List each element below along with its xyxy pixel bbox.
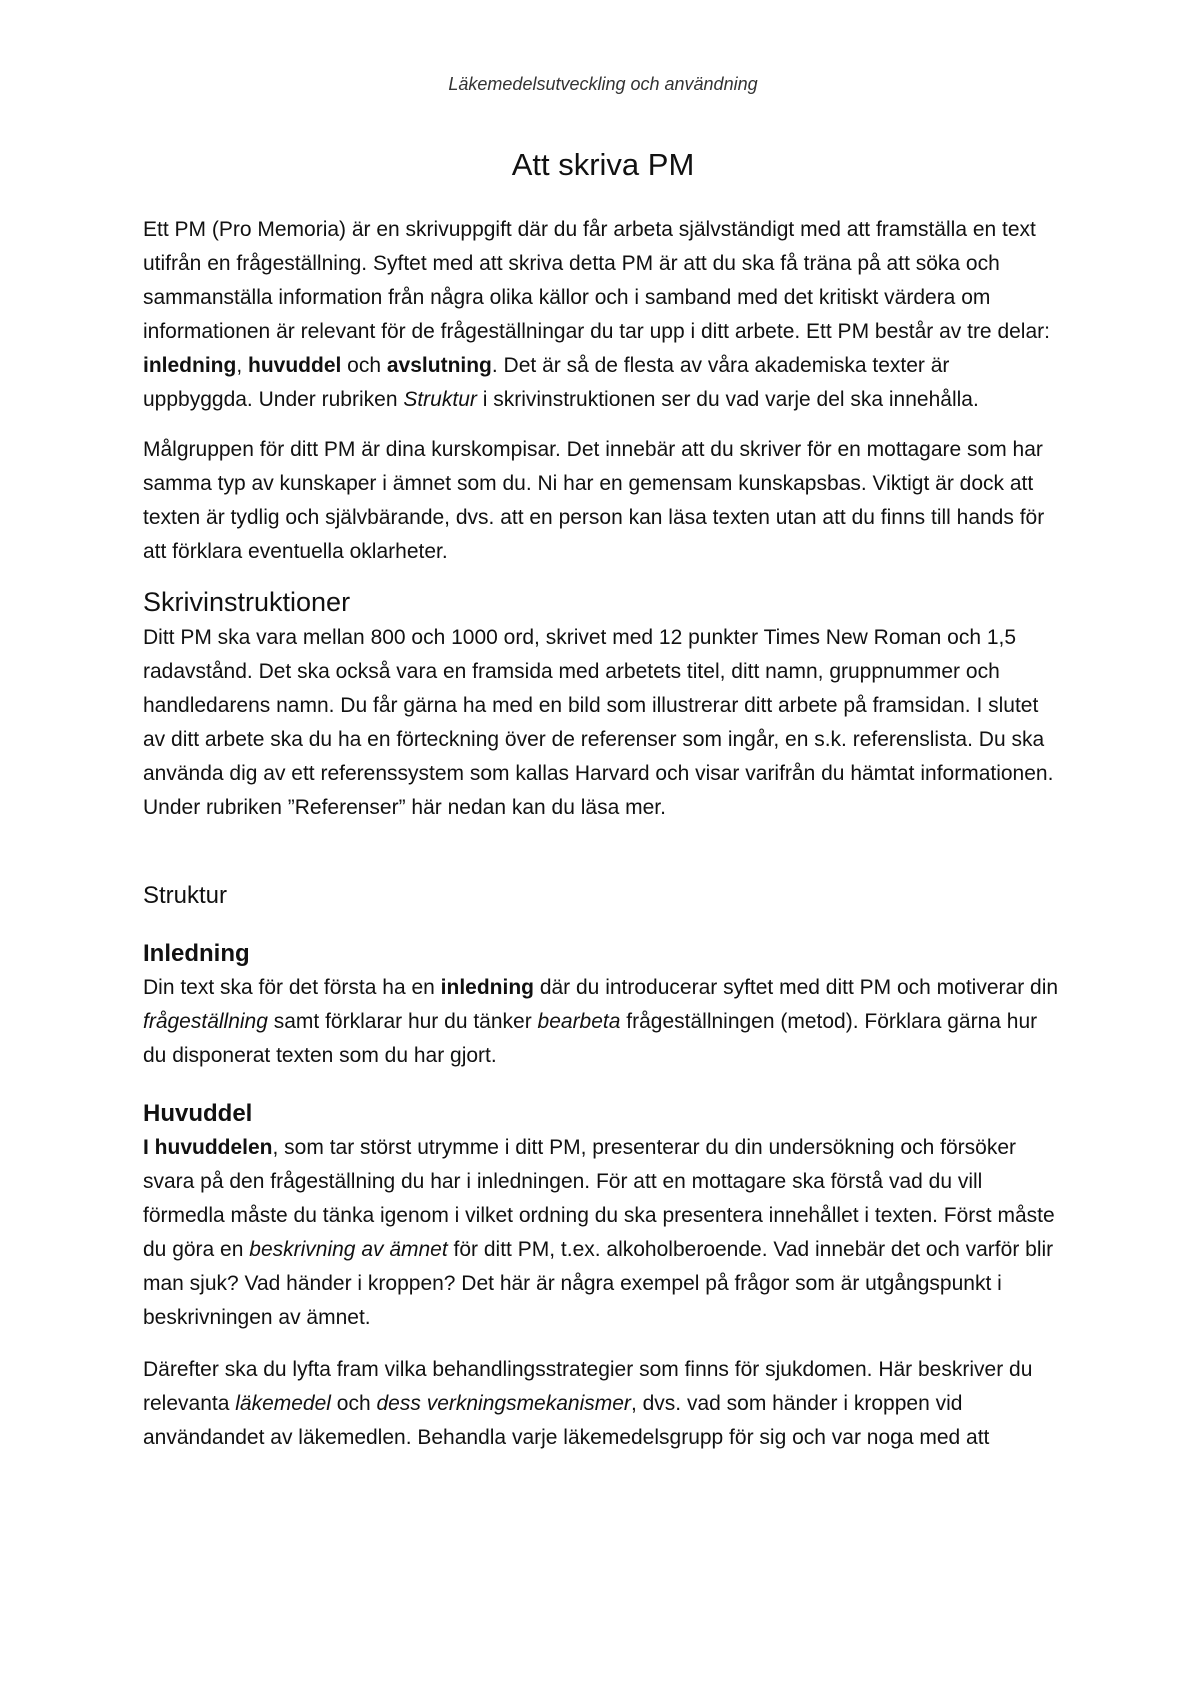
text-run: för ditt PM, t.ex. alkoholberoende. Vad innebär det och varför blir man sjuk? Vad händer i kroppen? Det här är några exempel på frågor som är utgångspunkt i beskrivningen av ämnet. — [143, 1238, 1054, 1329]
bold-term-huvuddel: huvuddel — [248, 354, 342, 377]
heading-skrivinstruktioner: Skrivinstruktioner — [143, 587, 351, 617]
text-run: frågeställningen (metod). Förklara gärna hur du disponerat texten som du har gjort. — [143, 1010, 1038, 1067]
text-run: . Det är så de flesta av våra akademiska texter är uppbyggda. Under rubriken — [143, 354, 950, 411]
text-run: , som tar störst utrymme i ditt PM, presenterar du din undersökning och försöker svara på den frågeställning du har i inledningen. För att en mottagare ska förstå vad du vill förmedla måste du tänka igenom i vilket ordning du ska presentera innehållet i texten. Först måste du göra en — [143, 1136, 1055, 1261]
text-run: Ett PM (Pro Memoria) är en skrivuppgift där du får arbeta självständigt med att framställa en text utifrån en frågeställning. Syftet med att skriva detta PM är att du ska få träna på att söka och sammanställa information från några olika källor och i samband med det kritiskt värdera om informationen är relevant för de frågeställningar du tar upp i ditt arbete. Ett PM består av tre delar: — [143, 218, 1050, 343]
text-run: samt förklarar hur du tänker — [267, 1010, 538, 1033]
italic-term-verkningsmekanismer: dess verkningsmekanismer — [376, 1392, 631, 1415]
bold-term-inledning: inledning — [143, 354, 237, 377]
skriv-paragraph: Ditt PM ska vara mellan 800 och 1000 ord, skrivet med 12 punkter Times New Roman och 1,5 radavstånd. Det ska också vara en framsida med arbetets titel, ditt namn, gruppnummer och handledarens namn. Du får gärna ha med en bild som illustrerar ditt arbete på framsidan. I slutet av ditt arbete ska du ha en förteckning över de referenser som ingår, en s.k. referenslista. Du ska använda dig av ett referenssystem som kallas Harvard och visar varifrån du hämtat informationen. Under rubriken ”Referenser” här nedan kan du läsa mer. — [143, 626, 1054, 819]
italic-term-struktur: Struktur — [403, 388, 477, 411]
text-run: och — [341, 354, 387, 377]
italic-term-beskrivning: beskrivning av ämnet — [249, 1238, 448, 1261]
italic-term-fragestallning: frågeställning — [143, 1010, 268, 1033]
bold-term-huvuddelen: I huvuddelen — [143, 1136, 273, 1159]
heading-struktur: Struktur — [143, 882, 228, 909]
italic-term-bearbeta: bearbeta — [537, 1010, 621, 1033]
bold-term-inledning: inledning — [440, 976, 534, 999]
heading-huvuddel: Huvuddel — [143, 1100, 253, 1127]
bold-term-avslutning: avslutning — [386, 354, 492, 377]
intro-paragraph-2: Målgruppen för ditt PM är dina kurskompisar. Det innebär att du skriver för en mottagare som har samma typ av kunskaper i ämnet som du. Ni har en gemensam kunskapsbas. Viktigt är dock att texten är tydlig och självbärande, dvs. att en person kan läsa texten utan att du finns till hands för att förklara eventuella oklarheter. — [143, 438, 1045, 563]
document-title: Att skriva PM — [511, 147, 695, 182]
text-run: och — [330, 1392, 377, 1415]
italic-term-lakemedel: läkemedel — [235, 1392, 331, 1415]
text-run: där du introducerar syftet med ditt PM och motiverar din — [533, 976, 1059, 999]
intro-paragraph-1 — [143, 213, 1063, 417]
huvuddel-paragraph-2 — [143, 1353, 1063, 1455]
huvuddel-paragraph-1 — [143, 1131, 1063, 1335]
heading-inledning: Inledning — [143, 940, 250, 967]
running-header: Läkemedelsutveckling och användning — [448, 74, 758, 94]
text-run: , dvs. vad som händer i kroppen vid användandet av läkemedlen. Behandla varje läkemedelsgrupp för sig och var noga med att — [143, 1392, 990, 1449]
text-run: Därefter ska du lyfta fram vilka behandlingsstrategier som finns för sjukdomen. Här beskriver du relevanta — [143, 1358, 1033, 1415]
text-run: , — [236, 354, 248, 377]
text-run: i skrivinstruktionen ser du vad varje del ska innehålla. — [476, 388, 979, 411]
text-run: Din text ska för det första ha en — [143, 976, 441, 999]
document-body — [143, 213, 1063, 1455]
inledning-paragraph — [143, 971, 1063, 1073]
